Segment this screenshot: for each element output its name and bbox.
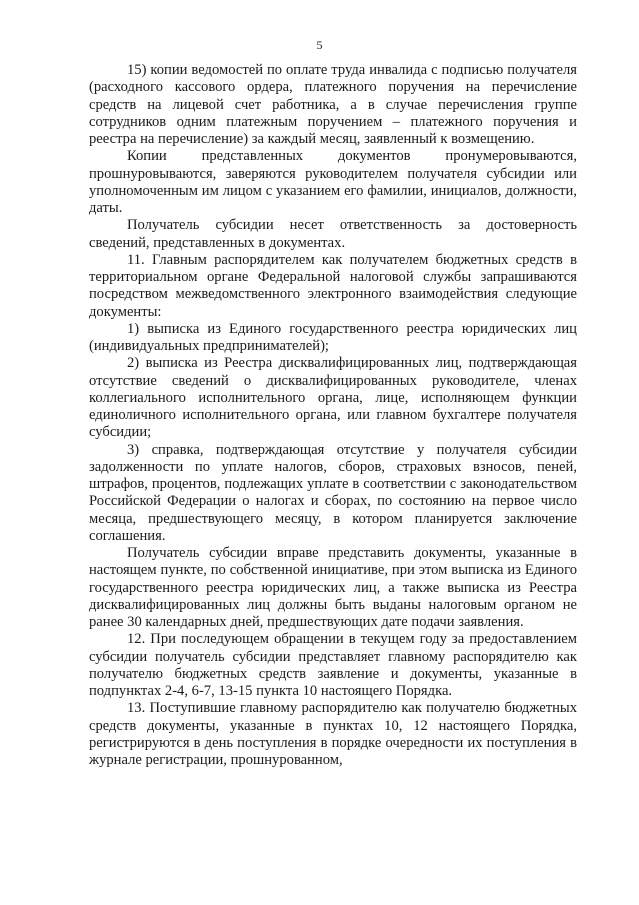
paragraph-clause-13: 13. Поступившие главному распорядителю как получателю бюджетных средств документы, указанные в пунктах 10, 12 настоящего Порядка, регистрируются в день поступления в порядке очередности их поступления в журнале регистрации, прошнурованном, bbox=[89, 700, 577, 768]
paragraph-clause-11-item-1: 1) выписка из Единого государственного реестра юридических лиц (индивидуальных предпринимателей); bbox=[89, 320, 577, 354]
document-body bbox=[89, 62, 577, 769]
paragraph-responsibility: Получатель субсидии несет ответственность за достоверность сведений, представленных в документах. bbox=[89, 217, 577, 251]
paragraph-clause-11-item-3: 3) справка, подтверждающая отсутствие у получателя субсидии задолженности по уплате налогов, сборов, страховых взносов, пеней, штрафов, процентов, подлежащих уплате в соответствии с законодательством Российской Федерации о налогах и сборах, по состоянию на первое число месяца, предшествующего месяцу, в котором планируется заключение соглашения. bbox=[89, 441, 577, 544]
paragraph-item-15: 15) копии ведомостей по оплате труда инвалида с подписью получателя (расходного кассового ордера, платежного поручения на перечисление средств на лицевой счет работника, а в случае перечисления группе сотрудников одним платежным поручением – платежного поручения и реестра на перечисление) за каждый месяц, заявленный к возмещению. bbox=[89, 62, 577, 147]
paragraph-copies-certification: Копии представленных документов пронумеровываются, прошнуровываются, заверяются руководителем получателя субсидии или уполномоченным им лицом с указанием его фамилии, инициалов, должности, даты. bbox=[89, 148, 577, 216]
paragraph-clause-11-item-2: 2) выписка из Реестра дисквалифицированных лиц, подтверждающая отсутствие сведений о дисквалифицированных руководителе, членах коллегиального исполнительного органа, лице, исполняющем функции единоличного исполнительного органа, или главном бухгалтере получателя субсидии; bbox=[89, 355, 577, 441]
paragraph-clause-11: 11. Главным распорядителем как получателем бюджетных средств в территориальном органе Федеральной налоговой службы запрашиваются посредством межведомственного электронного взаимодействия следующие документы: bbox=[89, 251, 577, 320]
page-number: 5 bbox=[316, 38, 323, 52]
paragraph-own-initiative: Получатель субсидии вправе представить документы, указанные в настоящем пункте, по собственной инициативе, при этом выписка из Единого государственного реестра юридических лиц, а также выписка из Реестра дисквалифицированных лиц должны быть выданы налоговым органом не ранее 30 календарных дней, предшествующих дате подачи заявления. bbox=[89, 545, 577, 630]
paragraph-clause-12: 12. При последующем обращении в текущем году за предоставлением субсидии получатель субсидии представляет главному распорядителю как получателю бюджетных средств заявление и документы, указанные в подпунктах 2-4, 6-7, 13-15 пункта 10 настоящего Порядка. bbox=[89, 631, 577, 699]
